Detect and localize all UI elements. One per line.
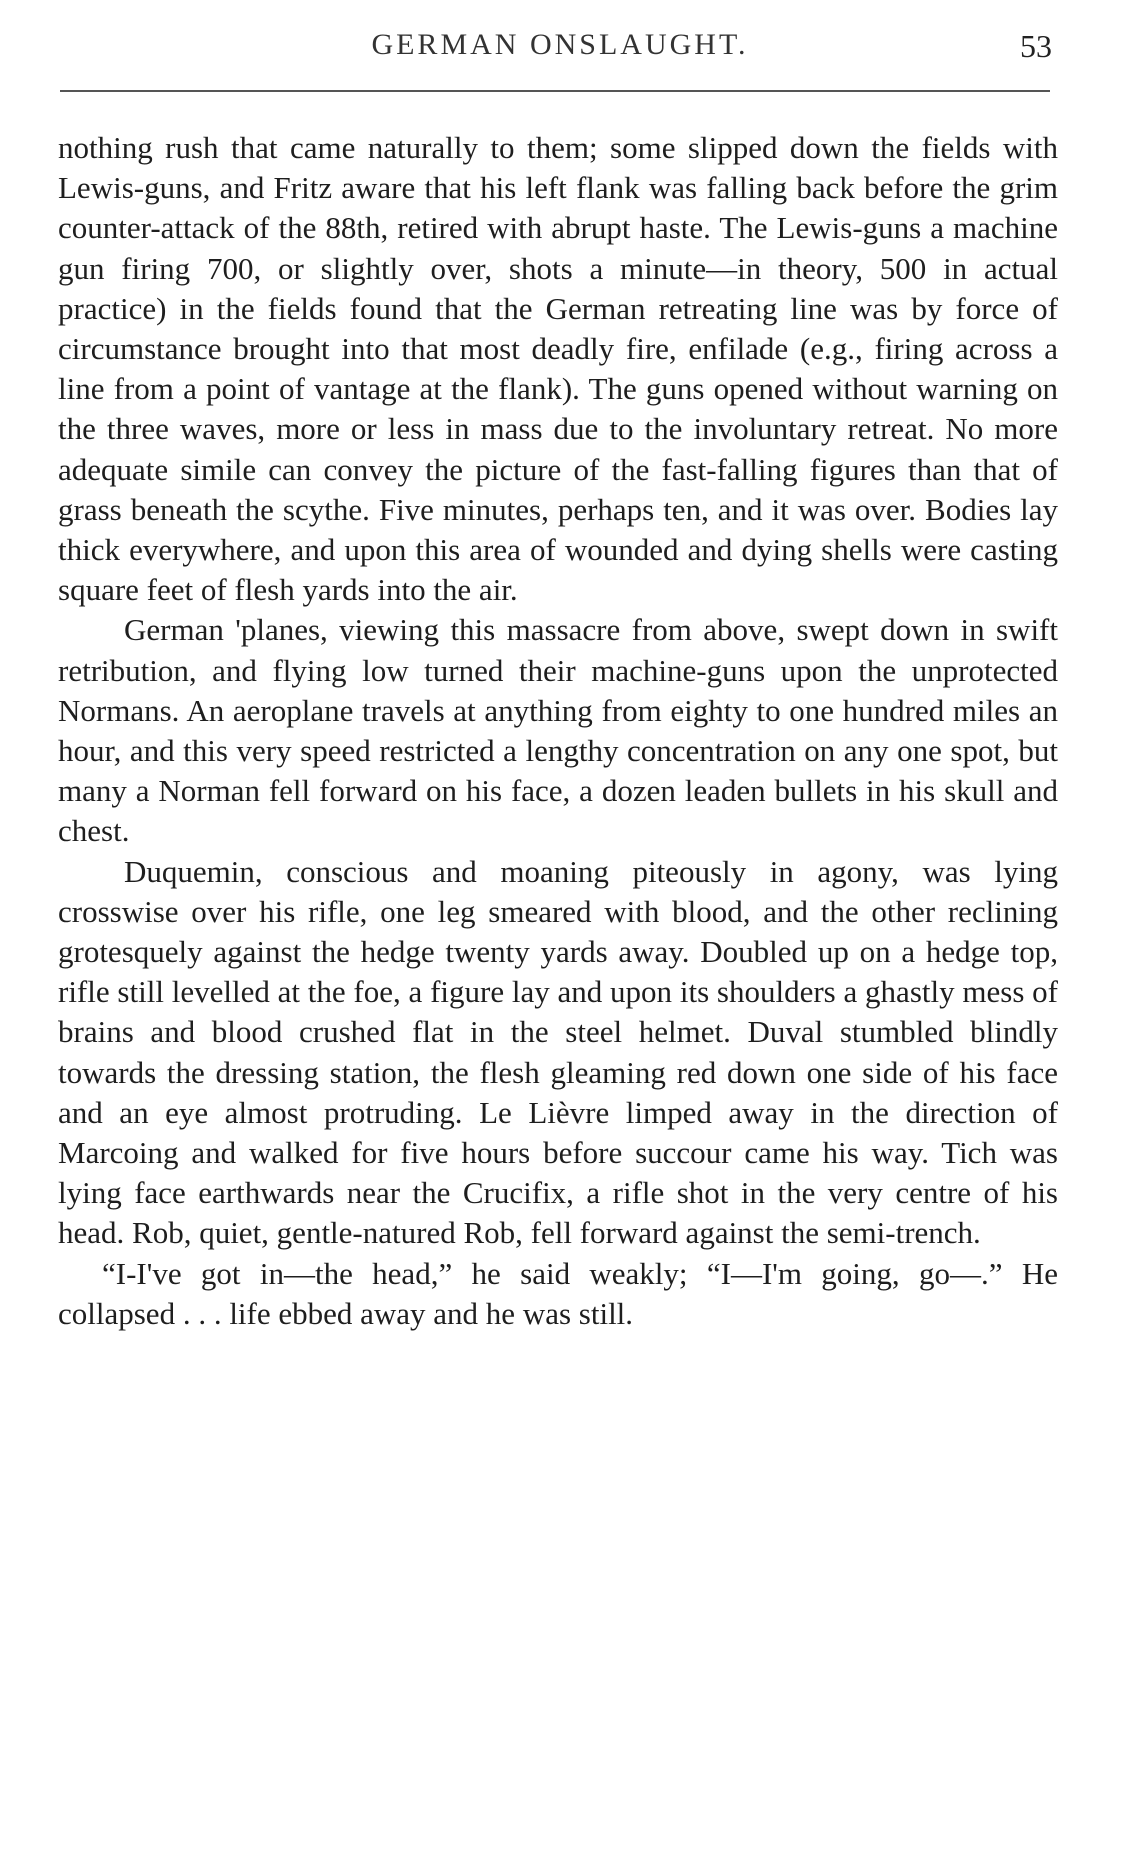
paragraph-4: “I-I've got in—the head,” he said weakly; “I—I'm going, go—.” He collapsed . . . life ebbed away and he was still. [58,1255,1058,1331]
header-rule [60,90,1050,92]
page-number: 53 [1020,28,1052,64]
paragraph-1: nothing rush that came naturally to them; some slipped down the fields with Lewis-guns, and Fritz aware that his left flank was falling back before the grim counter-attack of the 88th, retired with abrupt haste. The Lewis-guns a machine gun firing 700, or slightly over, shots a minute—in theory, 500 in actual practice) in the fields found that the German retreating line was by force of circumstance brought into that most deadly fire, enfilade (e.g., firing across a line from a point of vantage at the flank). The guns opened without warning on the three waves, more or less in mass due to the involuntary retreat. No more adequate simile can convey the picture of the fast-falling figures than that of grass beneath the scythe. Five minutes, perhaps ten, and it was over. Bodies lay thick everywhere, and upon this area of wounded and dying shells were casting square feet of flesh yards into the air. [58,130,1058,608]
body-text [58,128,1058,1334]
paragraph-3: Duquemin, conscious and moaning piteously in agony, was lying crosswise over his rifle, one leg smeared with blood, and the other reclining grotesquely against the hedge twenty yards away. Doubled up on a hedge top, rifle still levelled at the foe, a figure lay and upon its shoulders a ghastly mess of brains and blood crushed flat in the steel helmet. Duval stumbled blindly towards the dressing station, the flesh gleaming red down one side of his face and an eye almost protruding. Le Lièvre limped away in the direction of Marcoing and walked for five hours before succour came his way. Tich was lying face earthwards near the Crucifix, a rifle shot in the very centre of his head. Rob, quiet, gentle-natured Rob, fell forward against the semi-trench. [58,853,1058,1251]
running-title: GERMAN ONSLAUGHT. [371,28,749,61]
paragraph-2: German 'planes, viewing this massacre from above, swept down in swift retribution, and flying low turned their machine-guns upon the unprotected Normans. An aeroplane travels at anything from eighty to one hundred miles an hour, and this very speed restricted a lengthy concentration on any one spot, but many a Norman fell forward on his face, a dozen leaden bullets in his skull and chest. [58,612,1058,849]
running-head [60,28,1060,78]
